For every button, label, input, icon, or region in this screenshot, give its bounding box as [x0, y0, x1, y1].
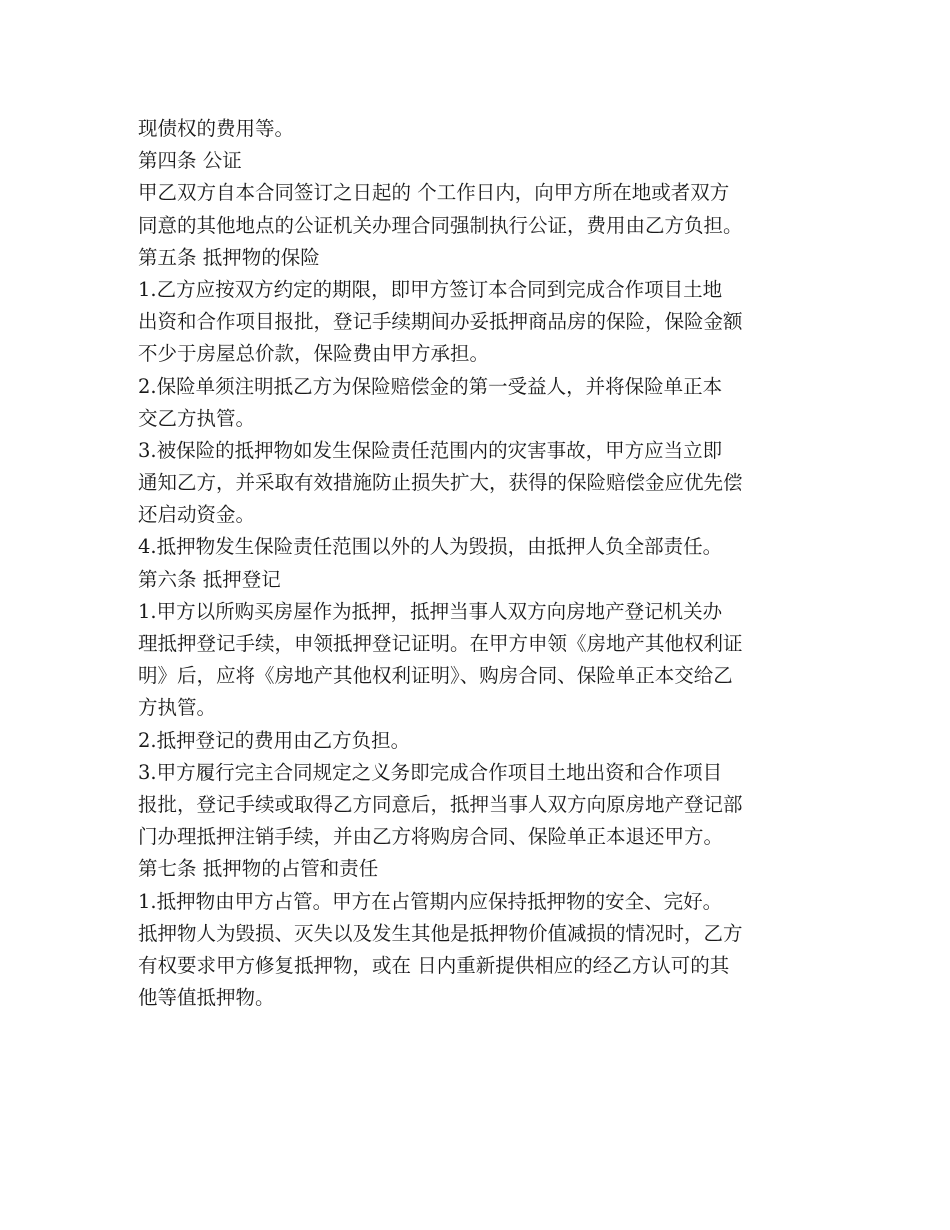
text-line: 明》后，应将《房地产其他权利证明》、购房合同、保险单正本交给乙	[138, 664, 733, 688]
text-line: 门办理抵押注销手续，并由乙方将购房合同、保险单正本退还甲方。	[138, 825, 724, 849]
text-line: 2.抵押登记的费用由乙方负担。	[138, 728, 411, 752]
section-heading: 第四条 公证	[138, 149, 242, 173]
text-line: 方执管。	[138, 696, 217, 720]
text-line: 1.甲方以所购买房屋作为抵押，抵押当事人双方向房地产登记机关办	[138, 599, 723, 623]
text-line: 3.甲方履行完主合同规定之义务即完成合作项目土地出资和合作项目	[138, 760, 723, 784]
document-body	[138, 113, 818, 1014]
text-line: 有权要求甲方修复抵押物，或在 日内重新提供相应的经乙方认可的其	[138, 953, 730, 977]
text-line: 2.保险单须注明抵乙方为保险赔偿金的第一受益人，并将保险单正本	[138, 374, 723, 398]
text-line: 报批，登记手续或取得乙方同意后，抵押当事人双方向原房地产登记部	[138, 792, 743, 816]
section-heading: 第七条 抵押物的占管和责任	[138, 857, 379, 881]
text-line: 3.被保险的抵押物如发生保险责任范围内的灾害事故，甲方应当立即	[138, 438, 723, 462]
text-line: 交乙方执管。	[138, 406, 256, 430]
text-line: 4.抵押物发生保险责任范围以外的人为毁损，由抵押人负全部责任。	[138, 535, 723, 559]
text-line: 他等值抵押物。	[138, 986, 275, 1010]
text-line: 现债权的费用等。	[138, 117, 295, 140]
section-heading: 第六条 抵押登记	[138, 567, 281, 591]
text-line: 出资和合作项目报批，登记手续期间办妥抵押商品房的保险，保险金额	[138, 310, 743, 334]
text-line: 不少于房屋总价款，保险费由甲方承担。	[138, 342, 490, 366]
text-line: 还启动资金。	[138, 503, 256, 527]
text-line: 通知乙方，并采取有效措施防止损失扩大，获得的保险赔偿金应优先偿	[138, 471, 743, 495]
section-heading: 第五条 抵押物的保险	[138, 245, 320, 269]
text-line: 甲乙双方自本合同签订之日起的 个工作日内，向甲方所在地或者双方	[138, 181, 730, 205]
text-line: 1.抵押物由甲方占管。甲方在占管期内应保持抵押物的安全、完好。	[138, 889, 723, 913]
text-line: 抵押物人为毁损、灭失以及发生其他是抵押物价值减损的情况时，乙方	[138, 921, 743, 945]
text-line: 理抵押登记手续，申领抵押登记证明。在甲方申领《房地产其他权利证	[138, 632, 743, 655]
text-line: 1.乙方应按双方约定的期限，即甲方签订本合同到完成合作项目土地	[138, 277, 723, 301]
text-line: 同意的其他地点的公证机关办理合同强制执行公证，费用由乙方负担。	[138, 213, 743, 237]
